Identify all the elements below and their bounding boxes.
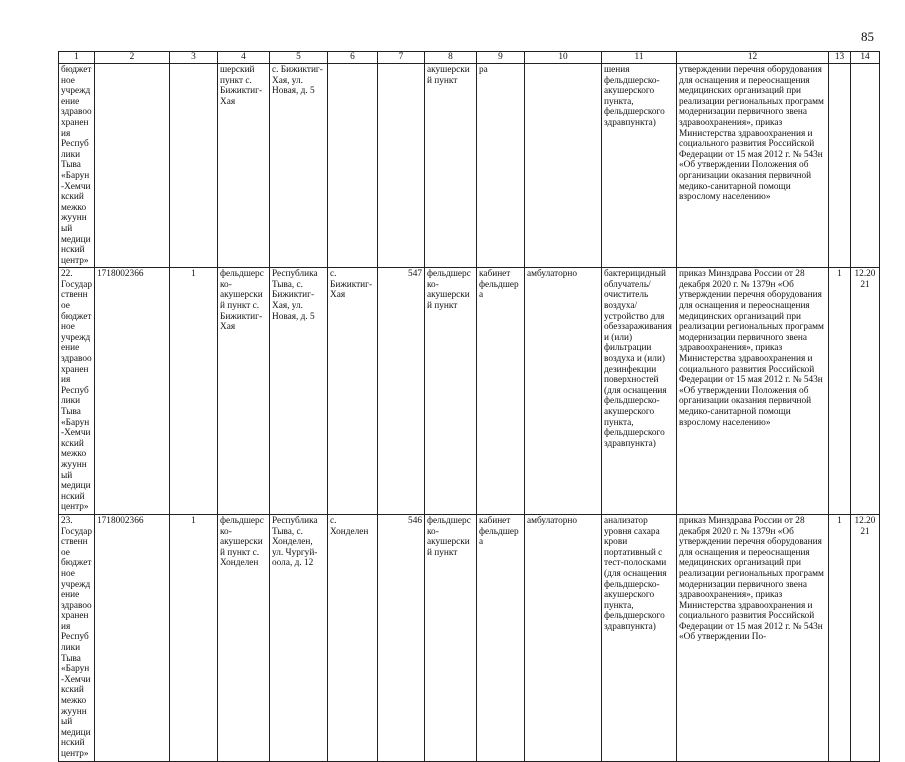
column-number: 10	[525, 52, 602, 64]
settlement-cell: с. Хонделен	[328, 514, 378, 761]
equipment-cell: шения фельдшерско-акушерского пункта, фельдшерского здравпункта)	[602, 64, 677, 268]
address-cell: с. Бижиктиг-Хая, ул. Новая, д. 5	[270, 64, 328, 268]
column-number: 13	[829, 52, 851, 64]
unit-type-cell: акушерский пункт	[425, 64, 477, 268]
regulation-cell: приказ Минздрава России от 28 декабря 2020 г. № 1379н «Об утверждении перечня оборудования для оснащения и переоснащения медицинских организаций при реализации региональных программ модернизации первичного звена здравоохранения», приказ Министерства здравоохранения и социального развития Российской Федерации от 15 мая 2012 г. № 543н «Об утверждении По-	[677, 514, 829, 761]
inn-cell: 1718002366	[95, 514, 170, 761]
date-cell	[851, 64, 880, 268]
unit-name-cell: фельдшерско-акушерский пункт с. Хонделен	[218, 514, 270, 761]
column-number: 6	[328, 52, 378, 64]
column-number: 11	[602, 52, 677, 64]
address-cell: Республика Тыва, с. Хонделен, ул. Чургуй-оола, д. 12	[270, 514, 328, 761]
column-number: 8	[425, 52, 477, 64]
unit-type-cell: фельдшерско-акушерский пункт	[425, 514, 477, 761]
institution-cell: 22. Государственное бюджетное учреждение здравоохранения Республики Тыва «Барун-Хемчикский межкожуунный медицинский центр»	[59, 268, 95, 515]
column-number: 3	[170, 52, 218, 64]
regulation-cell: приказ Минздрава России от 28 декабря 2020 г. № 1379н «Об утверждении перечня оборудования для оснащения и переоснащения медицинских организаций при реализации региональных программ модернизации первичного звена здравоохранения», приказ Министерства здравоохранения и социального развития Российской Федерации от 15 мая 2012 г. № 543н «Об утверждении Положения об организации оказания первичной медико-санитарной помощи взрослому населению»	[677, 268, 829, 515]
room-cell: ра	[477, 64, 525, 268]
column-number: 7	[378, 52, 425, 64]
population-cell	[378, 64, 425, 268]
equipment-cell: бактерицидный облучатель/очиститель воздуха/устройство для обеззараживания и (или) фильтрации воздуха и (или) дезинфекции поверхностей (для оснащения фельдшерско-акушерского пункта, фельдшерского здравпункта)	[602, 268, 677, 515]
room-cell: кабинет фельдшера	[477, 268, 525, 515]
equipment-table	[58, 51, 880, 762]
table-row	[59, 268, 880, 515]
population-cell: 546	[378, 514, 425, 761]
column-number: 1	[59, 52, 95, 64]
date-cell: 12.2021	[851, 514, 880, 761]
care-mode-cell	[525, 64, 602, 268]
unit-name-cell: фельдшерско-акушерский пункт с. Бижиктиг-Хая	[218, 268, 270, 515]
unit-name-cell: шерский пункт с. Бижиктиг-Хая	[218, 64, 270, 268]
quantity-cell: 1	[829, 268, 851, 515]
date-cell: 12.2021	[851, 268, 880, 515]
column-number: 12	[677, 52, 829, 64]
column-number: 2	[95, 52, 170, 64]
care-mode-cell: амбулаторно	[525, 268, 602, 515]
room-cell: кабинет фельдшера	[477, 514, 525, 761]
settlement-cell	[328, 64, 378, 268]
column-number: 5	[270, 52, 328, 64]
settlement-cell: с. Бижиктиг-Хая	[328, 268, 378, 515]
care-mode-cell: амбулаторно	[525, 514, 602, 761]
count-cell	[170, 64, 218, 268]
institution-cell: 23. Государственное бюджетное учреждение здравоохранения Республики Тыва «Барун-Хемчикский межкожуунный медицинский центр»	[59, 514, 95, 761]
table-row	[59, 64, 880, 268]
count-cell: 1	[170, 268, 218, 515]
inn-cell: 1718002366	[95, 268, 170, 515]
column-number-row	[59, 52, 880, 64]
inn-cell	[95, 64, 170, 268]
institution-cell: бюджетное учреждение здравоохранения Республики Тыва «Барун-Хемчикский межкожуунный медицинский центр»	[59, 64, 95, 268]
population-cell: 547	[378, 268, 425, 515]
count-cell: 1	[170, 514, 218, 761]
quantity-cell	[829, 64, 851, 268]
page-number: 85	[861, 29, 874, 44]
quantity-cell: 1	[829, 514, 851, 761]
address-cell: Республика Тыва, с. Бижиктиг-Хая, ул. Новая, д. 5	[270, 268, 328, 515]
column-number: 14	[851, 52, 880, 64]
column-number: 4	[218, 52, 270, 64]
column-number: 9	[477, 52, 525, 64]
unit-type-cell: фельдшерско-акушерский пункт	[425, 268, 477, 515]
equipment-cell: анализатор уровня сахара крови портативный с тест-полосками (для оснащения фельдшерско-акушерского пункта, фельдшерского здравпункта)	[602, 514, 677, 761]
table-row	[59, 514, 880, 761]
regulation-cell: утверждении перечня оборудования для оснащения и переоснащения медицинских организаций при реализации региональных программ модернизации первичного звена здравоохранения», приказ Министерства здравоохранения и социального развития Российской Федерации от 15 мая 2012 г. № 543н «Об утверждении Положения об организации оказания первичной медико-санитарной помощи взрослому населению»	[677, 64, 829, 268]
